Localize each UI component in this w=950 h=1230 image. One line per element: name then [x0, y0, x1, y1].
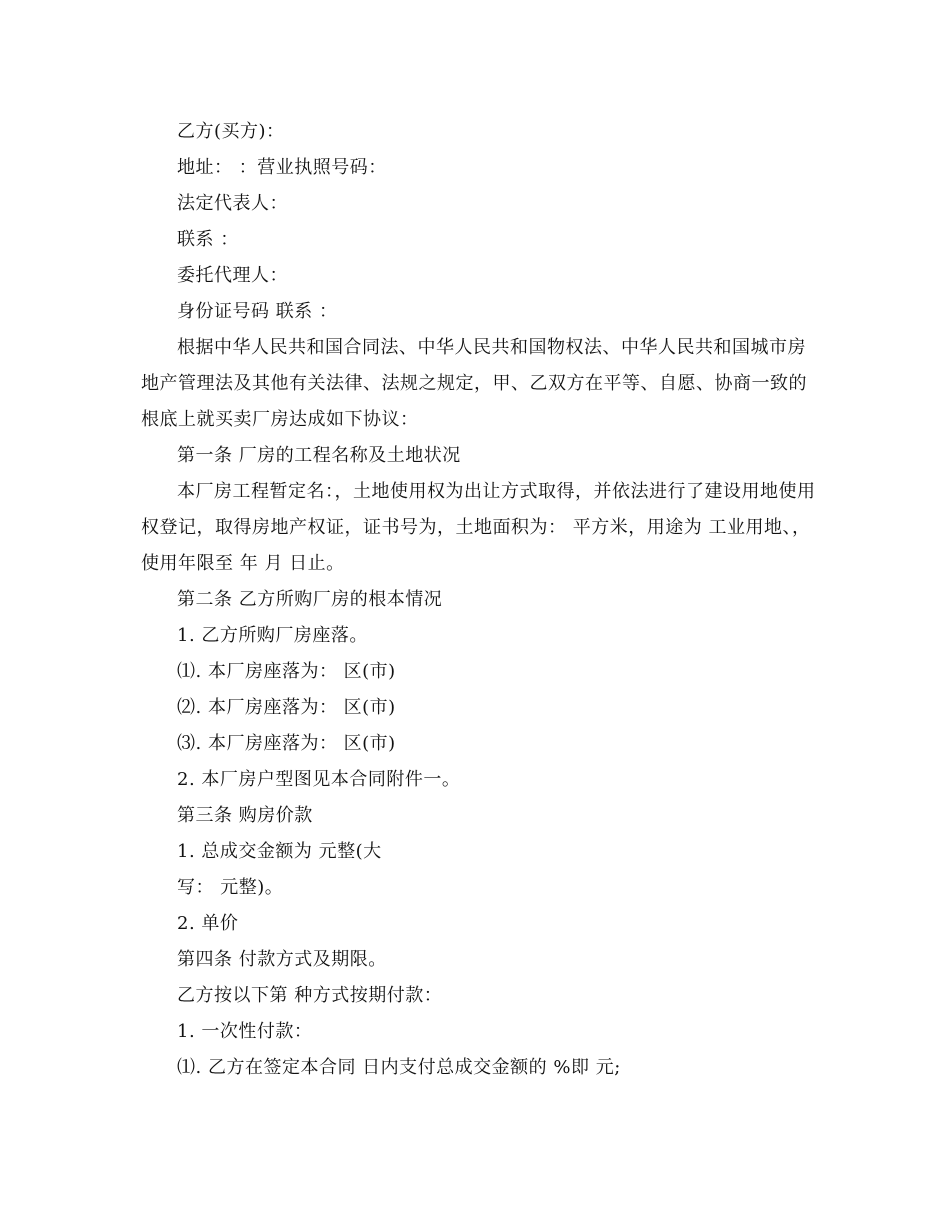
article2-item: ⑴. 本厂房座落为： 区(市): [177, 661, 396, 682]
article3-item2: 2. 单价: [177, 913, 239, 934]
article4-title: 第四条 付款方式及期限。: [177, 949, 387, 970]
article2-item: ⑵. 本厂房座落为： 区(市): [177, 697, 396, 718]
article2-item: 1. 乙方所购厂房座落。: [177, 625, 368, 646]
contract-text: [141, 114, 821, 1086]
id-contact-line: 身份证号码 联系 ：: [177, 301, 338, 322]
article2-item: ⑶. 本厂房座落为： 区(市): [177, 733, 396, 754]
article1-body: 本厂房工程暂定名：，土地使用权为出让方式取得，并依法进行了建设用地使用权登记，取得房地产权证，证书号为，土地面积为： 平方米，用途为 工业用地、，使用年限至 年 月 日止。: [141, 481, 816, 574]
article4-item: 1. 一次性付款：: [177, 1021, 313, 1042]
article3-item1-line2: 写： 元整)。: [177, 877, 284, 898]
article4-item: 乙方按以下第 种方式按期付款：: [177, 985, 443, 1006]
agent-line: 委托代理人：: [177, 265, 288, 286]
article2-item: 2. 本厂房户型图见本合同附件一。: [177, 769, 461, 790]
article3-item1-line1: 1. 总成交金额为 元整(大: [177, 841, 382, 862]
article1-title: 第一条 厂房的工程名称及土地状况: [177, 445, 461, 466]
article4-item: ⑴. 乙方在签定本合同 日内支付总成交金额的 %即 元;: [177, 1057, 621, 1078]
article3-title: 第三条 购房价款: [177, 805, 313, 826]
intro-paragraph: 根据中华人民共和国合同法、中华人民共和国物权法、中华人民共和国城市房地产管理法及其他有关法律、法规之规定，甲、乙双方在平等、自愿、协商一致的根底上就买卖厂房达成如下协议：: [141, 337, 807, 430]
contact-line: 联系 ：: [177, 229, 239, 250]
article2-title: 第二条 乙方所购厂房的根本情况: [177, 589, 443, 610]
legal-representative-line: 法定代表人：: [177, 193, 288, 214]
buyer-party-line: 乙方(买方)：: [177, 121, 285, 142]
address-license-line: 地址： ：营业执照号码：: [177, 157, 387, 178]
